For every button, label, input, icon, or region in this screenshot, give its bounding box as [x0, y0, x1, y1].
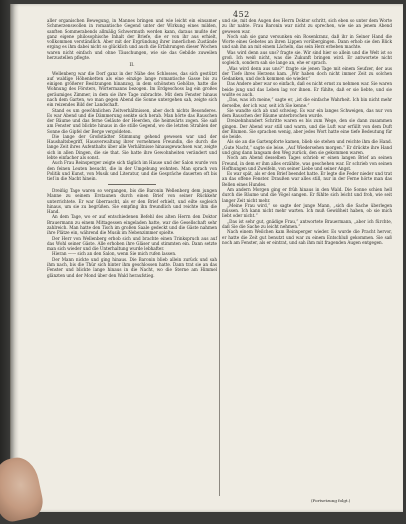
- paragraph: „Das, was ich meine,“ sagte er, „ist die einfache Wahrheit. Ich bin nicht mehr derselbe, der ich war, seit ich Sie kenne.“: [222, 97, 392, 108]
- paragraph: Wellenberg war die Dorf ganz in der Nähe des Schlosses, das sich gestützt auf waldige Höhenketten als eine einzige lange romantische Gasse bis zu einigen größerer Besitzungen hinanzog, in dem schönsten Gehölze, hatte die Wohnung des Försters, Wörtermanns bezogen. Im Erdgeschoss lag ein großes geräumiges Zimmer, in dem sie ihre Tage zubrachte. Mit dem Fenster hinaus nach dem Garten, wo man gegen Abend die Sonne untergehen sah, zeigte sich ein reizendes Bild der Landschaft.: [47, 70, 217, 108]
- paragraph: Die lange der Großstädter Stimmung gehend gewesen war und der Haushaltsbegriff, Hausverwaltung ihrer vornehmen Freundin, die durch die lange Zeit ihres Aufenthalts über alle Verhältnisse hinausgewachsen war, zeigte sich in allen Dingen, die sie that. Sie hatte ihre Gewohnheiten verändert und lebte einfacher als sonst.: [47, 133, 217, 161]
- paragraph: Der Mann nickte und ging hinaus. Die Baronin blieb allein zurück und sah ihm nach, bis die Thür sich hinter ihm geschlossen hatte. Dann trat sie an das Fenster und blickte lange hinaus in die Nacht, wo die Sterne am Himmel glänzten und der Mond über den Wald heraufstieg.: [47, 256, 217, 278]
- paragraph: Es war spät, als er den Brief beendet hatte. Er legte die Feder nieder und trat an das offene Fenster. Draußen war alles still, nur in der Ferne hörte man das Bellen eines Hundes.: [222, 171, 392, 187]
- paragraph: Stand es um gewöhnlichen Zeitverhältnissen, aber doch nichts Besonderes. Es war Abend und die Dämmerung senkte sich herab. Man hörte das Rauschen der Bäume und das ferne Geläute der Heerden, die heimwärts zogen. Sie saß am Fenster und blickte hinaus in die stille Gegend, wo die letzten Strahlen der Sonne die Gipfel der Berge vergoldeten.: [47, 107, 217, 134]
- book-spine-shadow: [0, 0, 10, 512]
- paragraph: Was wird denn aus uns? fragte sie. Wir sind hier so allein und die Welt ist so groß. Ich weiß nicht, was die Zukunft bringen wird. Er antwortete nicht sogleich, sondern sah sie lange an, ehe er sprach.: [222, 49, 392, 66]
- column-divider: [219, 20, 220, 496]
- continuation-note: (Fortsetzung folgt.): [311, 498, 351, 503]
- paragraph: Der Herr von Wellenberg erhob sich und brachte einen Trinkspruch aus auf das Wohl seiner Gäste. Alle erhoben ihre Gläser und stimmten ein. Dann setzte man sich wieder und die Unterhaltung wurde lebhafter.: [47, 235, 217, 252]
- right-column: [222, 18, 392, 245]
- paragraph: „Was wird denn aus uns?“ fragte sie jenen Tage mit einem Seufzer, der aus der Tiefe ihres Herzens kam. „Wir haben doch nicht immer Zeit zu solchen Gedanken, und doch kommen sie wieder.“: [222, 65, 392, 82]
- paragraph: Das Andere aber war so einfach, daß es nicht ernst zu nehmen war. Sie waren beide jung und das Leben lag vor ihnen. Er fühlte, daß er sie liebte, und sie wußte es auch.: [222, 81, 392, 97]
- paragraph: Hieran —— sich an den Salon, wenn Sie mich rufen lassen.: [52, 251, 177, 257]
- left-column: [47, 18, 217, 278]
- paragraph: aller organischen Bewegung, in Mannes bringen und wie leicht ein einsamer Schmerzenswollen in romantische Gegend unter der Wirkung eines milden, sanften Sommerabends allmälig Schwermuth werden kann, daraus mußte der ganz eigene philosophische Inhalt der Briefe, die er von ihr aus erhielt, vollkommen verständlich. Aber mit der Ergründung ihrer innerlichen Zustände erging es ihm dabei nicht so glücklich und auch die Erfahrungen dieser Wochen waren nicht einfach und ohne Täuschungen, wie sie das Gebilde zuweilen herzustellen pflegte.: [47, 18, 217, 60]
- section-number: II.: [129, 63, 135, 69]
- paragraph: Nach einem Weilchen kam Reinsperger wieder. Es wurde die Pracht hervor, er hatte die Zeit gut benutzt und war zu einem Entschluß gekommen. Sie saß noch am Fenster, als er eintrat, und sah ihm mit fragenden Augen entgegen.: [222, 229, 392, 245]
- section-rule: [108, 184, 156, 185]
- gutter-shadow: [11, 4, 19, 512]
- paragraph: Dreizehnhundert Schritte waren es bis zum Wege, den sie dann zusammen gingen. Der Abend war still und warm, und die Luft war erfüllt von dem Duft der Blumen. Sie sprachen wenig, aber jedes Wort hatte eine tiefe Bedeutung für sie beide.: [222, 118, 392, 140]
- paragraph: und sie, mit den Augen des Herrn Doktor schritt, sich eben so unter dem Worte zu ihr nahte. Frau Baronin war nicht zu sprechen, wie sie an jenem Abend gewesen war.: [222, 18, 392, 34]
- paragraph: Noch sah sie ganz versunken ein Rosenkranz, daß ihr in Seiner Hand die Worte eines Gebetes an ihren Lippen vorübergingen. Dann erhob sie den Blick und sah ihn an mit einem Lächeln, das sein Herz erbeben machte.: [222, 33, 392, 50]
- paragraph: „Meine Frau wird,“ so sagte der junge Mann, „sich die Sache überlegen müssen. Ich kann nicht mehr warten. Ich muß Gewißheit haben, ob sie mich liebt oder nicht.“: [222, 202, 392, 219]
- paragraph: Noch am Abend desselben Tages schrieb er einen langen Brief an seinen Freund, in dem er ihm alles erzählte, was geschehen war. Er schrieb von seinen Hoffnungen und Zweifeln, von seiner Liebe und seiner Angst.: [222, 155, 392, 171]
- paragraph: An dem Tage, wo er auf entschiedenen Befehl des alten Herrn den Doktor Brauermann zu einem Mittagessen eingeladen hatte, war die Gesellschaft sehr zahlreich. Man hatte den Tisch im großen Saale gedeckt und die Gäste nahmen ihre Plätze ein, während die Musik im Nebenzimmer spielte.: [47, 214, 217, 236]
- paragraph: Am andern Morgen ging er früh hinaus in den Wald. Die Sonne schien hell durch die Bäume und die Vögel sangen. Er fühlte sich leicht und froh, wie seit langer Zeit nicht mehr.: [222, 187, 392, 203]
- paragraph: „Das ist sehr gut, gnädige Frau,“ antwortete Brauermann, „aber ich fürchte, daß Sie die Sache zu leicht nehmen.“: [222, 218, 392, 229]
- paragraph: Sie wandte sich ab und schwieg. Es war ein langes Schweigen, das nur von dem Rauschen der Bäume unterbrochen wurde.: [222, 107, 392, 119]
- book-page: [10, 4, 403, 512]
- paragraph: Als sie an die Gartenpforte kamen, blieb sie stehen und reichte ihm die Hand. „Gute Nacht,“ sagte sie leise. „Auf Wiedersehen morgen.“ Er drückte ihre Hand und ging dann langsam den Weg zurück, den sie gekommen waren.: [222, 139, 392, 156]
- paragraph: Auch Frau Reinsperger zeigte sich täglich im Hause und der Salon wurde von den feinen Leuten besucht, die in der Umgebung wohnten. Man sprach von Politik und Kunst, von Musik und Literatur, und die Gespräche dauerten oft bis tief in die Nacht hinein.: [47, 160, 217, 182]
- paragraph: Dreißig Tage waren so vergangen, bis die Baronin Wellenberg dem jungen Manne zu seinem Erstaunen durch einen Brief von seiner Rückkehr unterrichtete. Er war überrascht, als er den Brief erhielt, und eilte sogleich hinaus, um sie zu begrüßen. Sie empfing ihn freundlich und reichte ihm die Hand.: [47, 188, 217, 215]
- page-number: 452: [233, 10, 250, 19]
